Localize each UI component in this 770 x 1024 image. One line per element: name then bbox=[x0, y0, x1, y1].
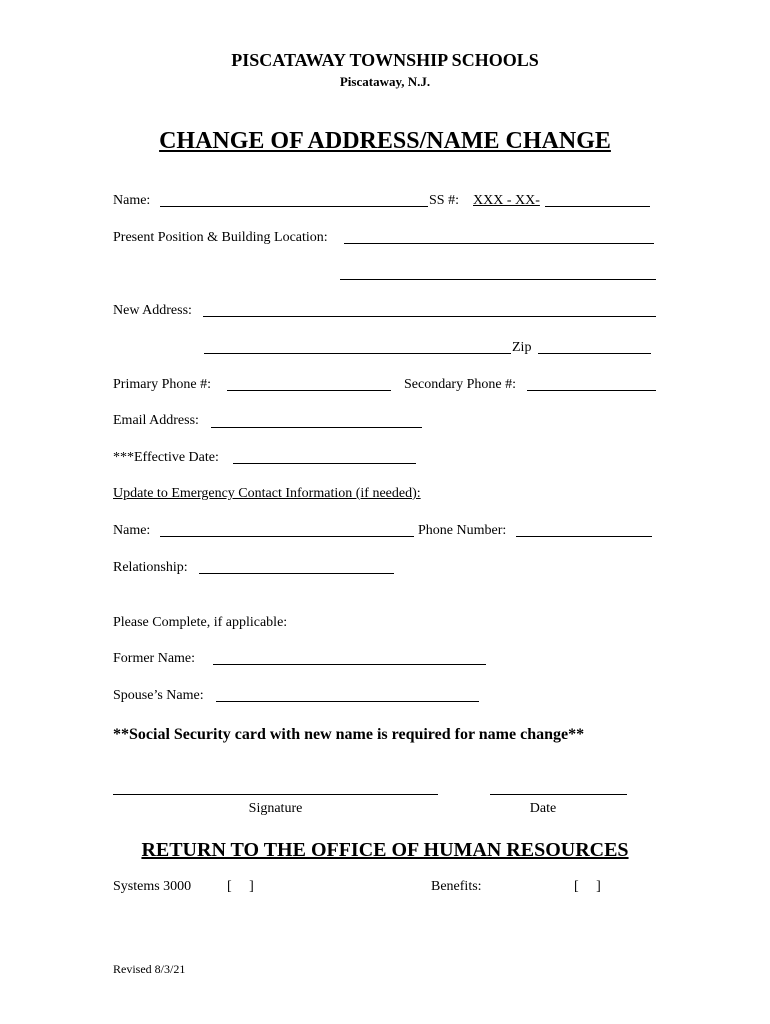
benefits-checkbox[interactable]: [ ] bbox=[574, 879, 601, 894]
revised-date: Revised 8/3/21 bbox=[113, 962, 186, 976]
signature-label: Signature bbox=[248, 801, 303, 816]
new-address-label: New Address: bbox=[113, 303, 192, 318]
effective-date-label: ***Effective Date: bbox=[113, 450, 219, 465]
ss-card-notice: **Social Security card with new name is required for name change** bbox=[113, 726, 585, 743]
emergency-heading: Update to Emergency Contact Information (if needed): bbox=[113, 486, 421, 501]
benefits-label: Benefits: bbox=[431, 879, 482, 894]
district-location: Piscataway, N.J. bbox=[339, 74, 431, 89]
position-field[interactable] bbox=[344, 243, 654, 244]
spouse-name-label: Spouse’s Name: bbox=[113, 688, 204, 703]
former-name-label: Former Name: bbox=[113, 651, 196, 666]
former-name-field[interactable] bbox=[213, 664, 486, 665]
emergency-name-field[interactable] bbox=[160, 536, 414, 537]
relationship-label: Relationship: bbox=[113, 560, 188, 575]
systems-label: Systems 3000 bbox=[113, 879, 192, 894]
effective-date-field[interactable] bbox=[233, 463, 416, 464]
emergency-phone-field[interactable] bbox=[516, 536, 652, 537]
date-label: Date bbox=[529, 801, 557, 816]
systems-checkbox[interactable]: [ ] bbox=[227, 879, 254, 894]
name-field[interactable] bbox=[160, 206, 428, 207]
ss-prefix: XXX - XX- bbox=[473, 193, 540, 208]
spouse-name-field[interactable] bbox=[216, 701, 479, 702]
ss-field[interactable] bbox=[545, 206, 650, 207]
name-label: Name: bbox=[113, 193, 151, 208]
zip-field[interactable] bbox=[538, 353, 651, 354]
emergency-name-label: Name: bbox=[113, 523, 151, 538]
new-address-field[interactable] bbox=[203, 316, 656, 317]
email-field[interactable] bbox=[211, 427, 422, 428]
signature-field[interactable] bbox=[113, 794, 438, 795]
emergency-phone-label: Phone Number: bbox=[418, 523, 507, 538]
primary-phone-label: Primary Phone #: bbox=[113, 377, 211, 392]
date-field[interactable] bbox=[490, 794, 627, 795]
secondary-phone-field[interactable] bbox=[527, 390, 656, 391]
return-heading: RETURN TO THE OFFICE OF HUMAN RESOURCES bbox=[141, 839, 629, 861]
position-label: Present Position & Building Location: bbox=[113, 230, 328, 245]
optional-heading: Please Complete, if applicable: bbox=[113, 615, 288, 630]
relationship-field[interactable] bbox=[199, 573, 394, 574]
zip-label: Zip bbox=[512, 340, 532, 355]
district-name: PISCATAWAY TOWNSHIP SCHOOLS bbox=[231, 50, 539, 70]
email-label: Email Address: bbox=[113, 413, 199, 428]
secondary-phone-label: Secondary Phone #: bbox=[404, 377, 516, 392]
form-title: CHANGE OF ADDRESS/NAME CHANGE bbox=[159, 128, 611, 154]
primary-phone-field[interactable] bbox=[227, 390, 391, 391]
position-field-line-2[interactable] bbox=[340, 279, 656, 280]
ss-label: SS #: bbox=[429, 193, 459, 208]
new-address-field-line-2[interactable] bbox=[204, 353, 511, 354]
